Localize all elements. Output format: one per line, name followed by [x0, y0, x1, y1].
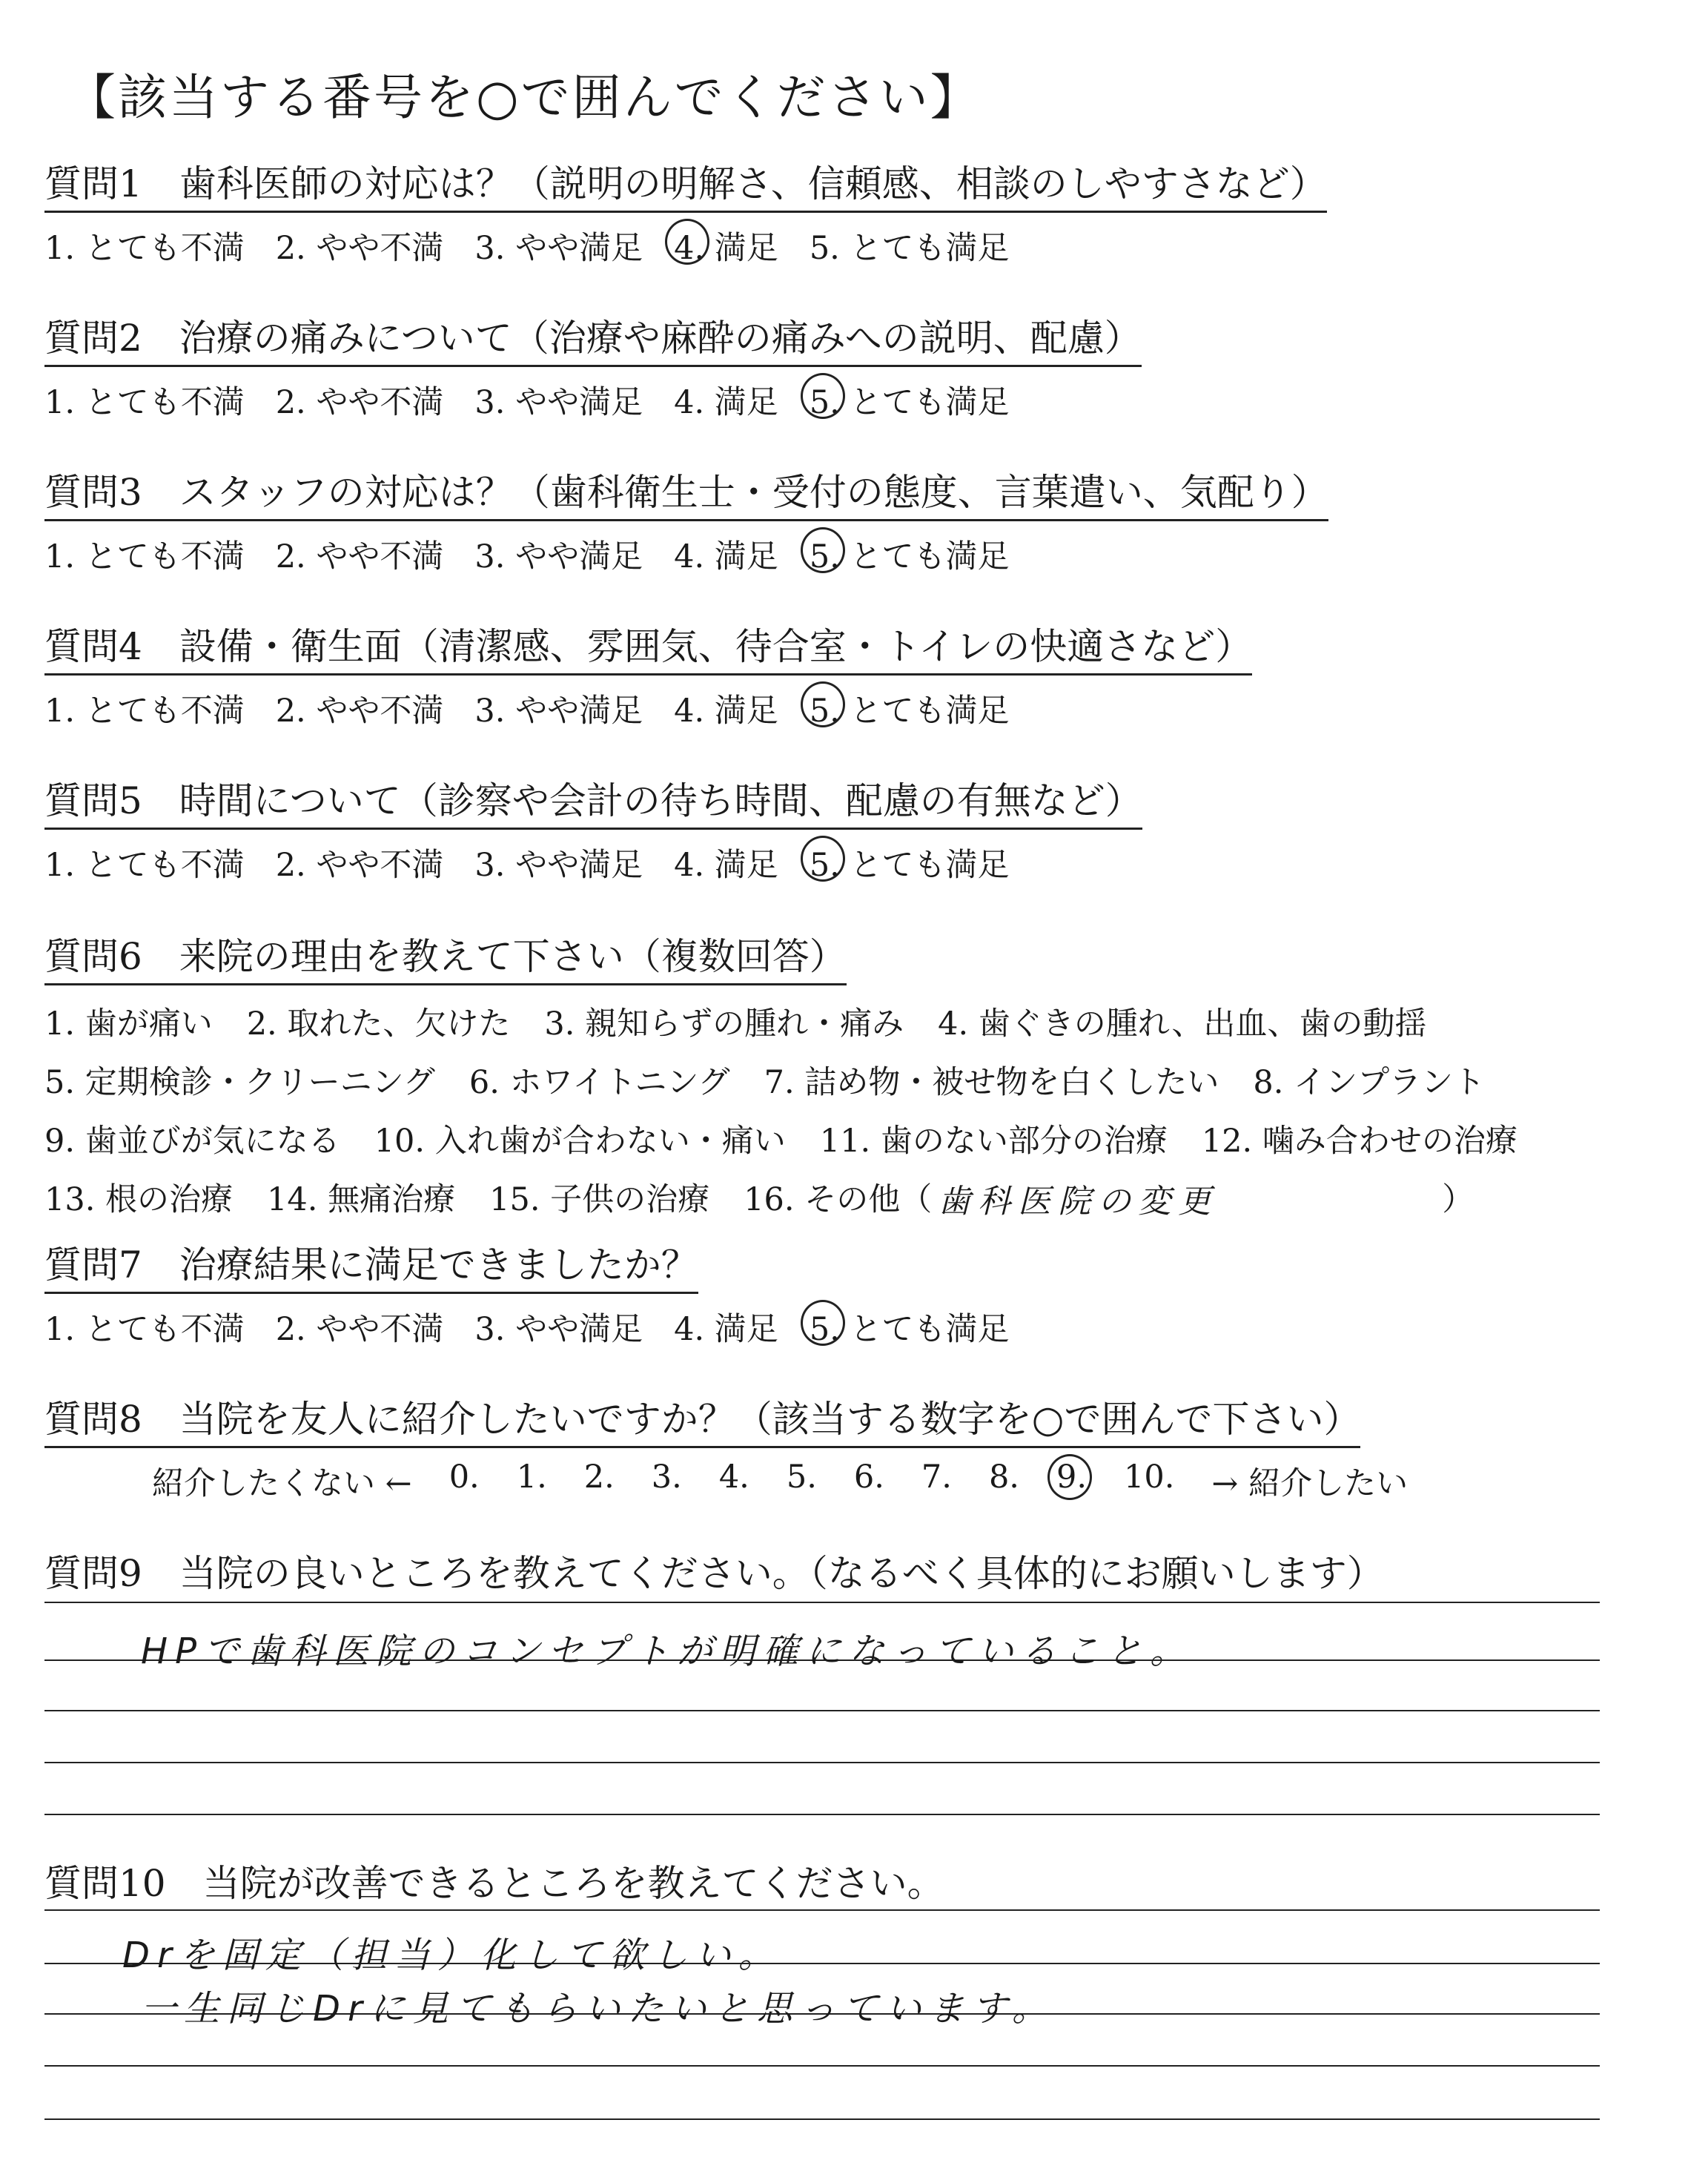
- option-3[interactable]: 3. やや満足: [474, 693, 643, 730]
- question-1-heading: 質問1 歯科医師の対応は？（説明の明解さ、信頼感、相談のしやすさなど）: [44, 154, 1327, 213]
- question-5: [44, 771, 1142, 885]
- question-10-answer-line-2[interactable]: 一生同じDrに見てもらいたいと思っています。: [141, 1988, 1055, 2029]
- option-4[interactable]: 4. 満足: [674, 1311, 778, 1348]
- option-4[interactable]: 4. 満足: [674, 538, 778, 575]
- question-4-options: [44, 686, 1252, 731]
- question-3-heading: 質問3 スタッフの対応は？（歯科衛生士・受付の態度、言葉遣い、気配り）: [44, 463, 1328, 521]
- question-5-options: [44, 840, 1142, 885]
- option-2[interactable]: 2. やや不満: [275, 693, 444, 730]
- option-3[interactable]: 3. やや満足: [474, 1311, 643, 1348]
- reason-6[interactable]: 6. ホワイトニング: [469, 1064, 730, 1101]
- question-4: [44, 617, 1252, 731]
- option-4[interactable]: 4. 満足: [674, 693, 778, 730]
- option-2[interactable]: 2. やや不満: [275, 1311, 444, 1348]
- option-4[interactable]: 4. 満足: [674, 847, 778, 884]
- score-10[interactable]: 10.: [1124, 1459, 1175, 1496]
- reason-12[interactable]: 12. 噛み合わせの治療: [1201, 1123, 1517, 1160]
- reason-13[interactable]: 13. 根の治療: [44, 1181, 234, 1218]
- question-7-options: [44, 1304, 1041, 1350]
- question-10-heading: 質問10 当院が改善できるところを教えてください。: [44, 1862, 944, 1905]
- question-6-row-3: [44, 1116, 1552, 1161]
- question-3-options: [44, 532, 1328, 577]
- option-1[interactable]: 1. とても不満: [44, 538, 245, 575]
- option-1[interactable]: 1. とても不満: [44, 693, 245, 730]
- reason-7[interactable]: 7. 詰め物・被せ物を白くしたい: [764, 1064, 1219, 1101]
- score-6[interactable]: 6.: [853, 1459, 884, 1496]
- question-10: [44, 1854, 944, 1907]
- reason-1[interactable]: 1. 歯が痛い: [44, 1005, 213, 1043]
- reason-3[interactable]: 3. 親知らずの腫れ・痛み: [544, 1005, 904, 1043]
- option-3[interactable]: 3. やや満足: [474, 230, 643, 267]
- other-reason-answer[interactable]: 歯科医院の変更: [938, 1183, 1219, 1221]
- reason-2[interactable]: 2. 取れた、欠けた: [246, 1005, 511, 1043]
- score-2[interactable]: 2.: [583, 1459, 615, 1496]
- reason-4[interactable]: 4. 歯ぐきの腫れ、出血、歯の動揺: [938, 1005, 1427, 1043]
- reason-5[interactable]: 5. 定期検診・クリーニング: [44, 1064, 435, 1101]
- question-4-heading: 質問4 設備・衛生面（清潔感、雰囲気、待合室・トイレの快適さなど）: [44, 617, 1252, 676]
- option-2[interactable]: 2. やや不満: [275, 538, 444, 575]
- option-4[interactable]: 4. 満足: [674, 384, 778, 421]
- question-3: [44, 463, 1328, 577]
- question-6-row-4: [44, 1175, 1552, 1222]
- score-8[interactable]: 8.: [988, 1459, 1019, 1496]
- other-close-paren: ）: [1442, 1181, 1474, 1218]
- question-10-answer-line-1[interactable]: Drを固定（担当）化して欲しい。: [122, 1935, 781, 1976]
- question-9-answer[interactable]: HPで歯科医院のコンセプトが明確になっていること。: [141, 1631, 1194, 1672]
- question-8-heading: 質問8 当院を友人に紹介したいですか？（該当する数字を○で囲んで下さい）: [44, 1390, 1360, 1448]
- reason-16[interactable]: 16. その他（: [744, 1181, 933, 1218]
- question-1-options: [44, 223, 1327, 268]
- left-label: 紹介したくない ←: [152, 1465, 412, 1502]
- question-8-scale: [152, 1459, 1445, 1504]
- right-label: → 紹介したい: [1211, 1465, 1409, 1502]
- score-5[interactable]: 5.: [786, 1459, 817, 1496]
- option-3[interactable]: 3. やや満足: [474, 384, 643, 421]
- question-1: [44, 154, 1327, 268]
- score-3[interactable]: 3.: [651, 1459, 682, 1496]
- option-1[interactable]: 1. とても不満: [44, 847, 245, 884]
- question-6-row-1: [44, 999, 1552, 1044]
- reason-10[interactable]: 10. 入れ歯が合わない・痛い: [374, 1123, 786, 1160]
- option-3[interactable]: 3. やや満足: [474, 847, 643, 884]
- option-1[interactable]: 1. とても不満: [44, 230, 245, 267]
- question-7-heading: 質問7 治療結果に満足できましたか？: [44, 1235, 698, 1294]
- question-6-heading: 質問6 来院の理由を教えて下さい（複数回答）: [44, 927, 847, 985]
- option-2[interactable]: 2. やや不満: [275, 847, 444, 884]
- score-9-selected[interactable]: 9.: [1056, 1459, 1087, 1504]
- option-1[interactable]: 1. とても不満: [44, 384, 245, 421]
- question-8: [44, 1390, 1445, 1504]
- option-5[interactable]: 5. とても満足: [809, 230, 1010, 267]
- option-3[interactable]: 3. やや満足: [474, 538, 643, 575]
- option-5-selected[interactable]: 5. とても満足: [810, 686, 1010, 731]
- question-9: [44, 1544, 1384, 1597]
- option-5-selected[interactable]: 5. とても満足: [810, 532, 1010, 577]
- score-7[interactable]: 7.: [921, 1459, 952, 1496]
- option-5-selected[interactable]: 5. とても満足: [810, 377, 1010, 423]
- question-6: [44, 927, 1552, 1222]
- option-2[interactable]: 2. やや不満: [275, 230, 444, 267]
- question-5-heading: 質問5 時間について（診察や会計の待ち時間、配慮の有無など）: [44, 771, 1142, 830]
- question-9-heading: 質問9 当院の良いところを教えてください。（なるべく具体的にお願いします）: [44, 1552, 1384, 1595]
- form-title: 【該当する番号を○で囲んでください】: [67, 69, 982, 126]
- question-7: [44, 1235, 1041, 1350]
- option-5-selected[interactable]: 5. とても満足: [810, 840, 1010, 885]
- score-0[interactable]: 0.: [448, 1459, 480, 1496]
- score-4[interactable]: 4.: [718, 1459, 749, 1496]
- reason-14[interactable]: 14. 無痛治療: [267, 1181, 456, 1218]
- question-2: [44, 308, 1142, 423]
- option-2[interactable]: 2. やや不満: [275, 384, 444, 421]
- score-1[interactable]: 1.: [516, 1459, 547, 1496]
- reason-8[interactable]: 8. インプラント: [1253, 1064, 1486, 1101]
- question-2-options: [44, 377, 1142, 423]
- reason-11[interactable]: 11. 歯のない部分の治療: [819, 1123, 1168, 1160]
- question-6-row-2: [44, 1057, 1552, 1103]
- question-2-heading: 質問2 治療の痛みについて（治療や麻酔の痛みへの説明、配慮）: [44, 308, 1142, 367]
- reason-15[interactable]: 15. 子供の治療: [489, 1181, 710, 1218]
- option-5-selected[interactable]: 5. とても満足: [810, 1304, 1010, 1350]
- option-1[interactable]: 1. とても不満: [44, 1311, 245, 1348]
- option-4-selected[interactable]: 4. 満足: [674, 223, 778, 268]
- reason-9[interactable]: 9. 歯並びが気になる: [44, 1123, 340, 1160]
